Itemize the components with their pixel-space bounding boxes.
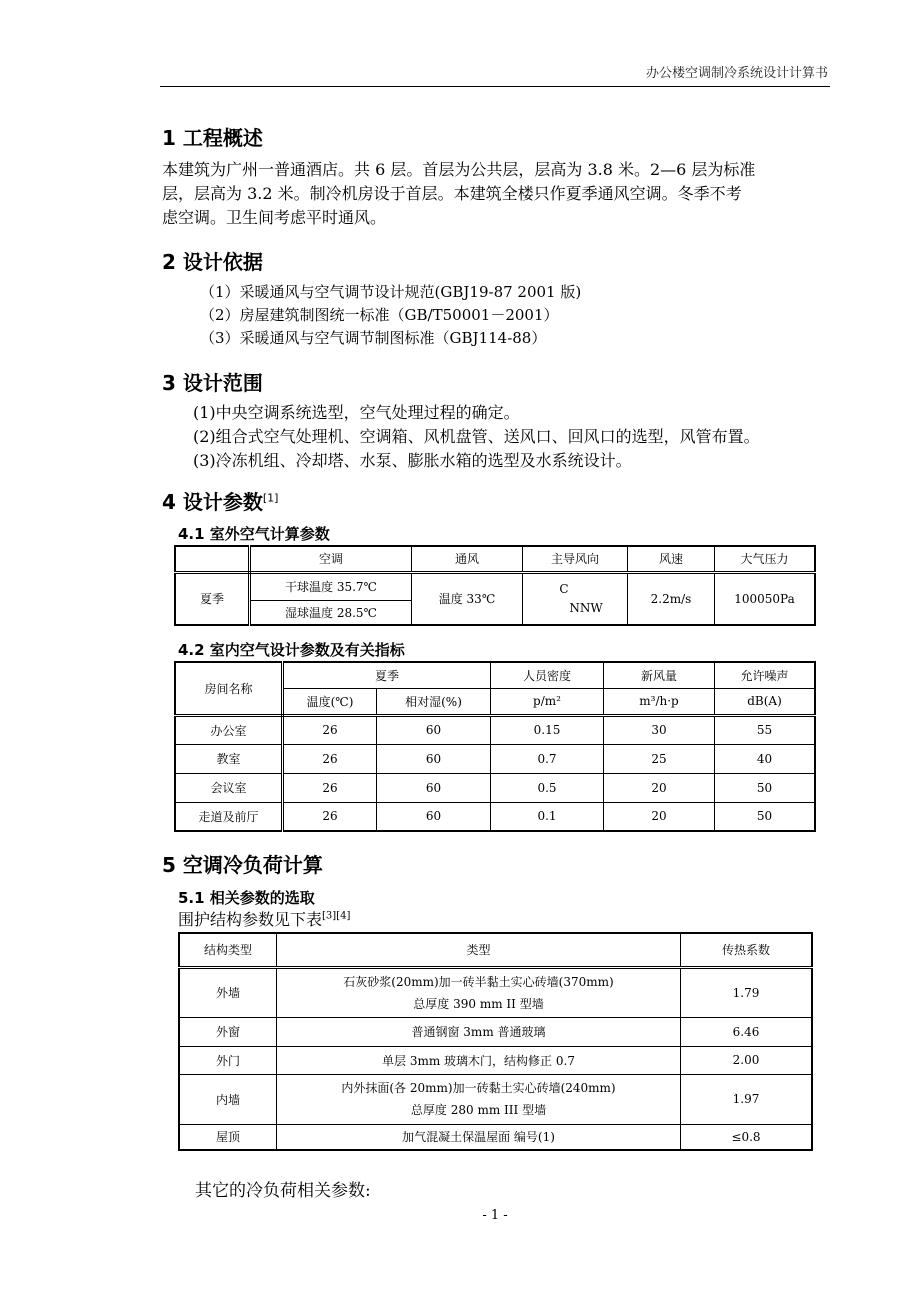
section-3-list — [193, 401, 760, 473]
other-params-line: 其它的冷负荷相关参数: — [195, 1181, 371, 1201]
kind-cell: 外窗 — [179, 1017, 277, 1046]
k-cell: 1.79 — [681, 967, 813, 1017]
list-item: （3）采暖通风与空气调节制图标准（GBJ114-88） — [200, 329, 547, 347]
wind-direction-secondary: NNW — [569, 600, 603, 615]
outdoor-params-table — [174, 545, 816, 626]
column-header: 空调 — [250, 546, 412, 572]
temp-cell: 26 — [283, 744, 377, 773]
kind-cell: 外门 — [179, 1046, 277, 1074]
table-row — [179, 1017, 812, 1046]
fresh-cell: 20 — [604, 773, 715, 802]
unit-cell: dB(A) — [715, 688, 816, 715]
density-cell: 0.1 — [491, 802, 604, 831]
running-header: 办公楼空调制冷系统设计计算书 — [645, 66, 828, 81]
section-5-1-title: 5.1 相关参数的选取 — [178, 889, 315, 907]
envelope-table — [178, 932, 813, 1151]
section-4-title — [162, 486, 278, 515]
table-row — [179, 1124, 812, 1150]
room-cell: 会议室 — [175, 773, 283, 802]
desc-line: 石灰砂浆(20mm)加一砖半黏土实心砖墙(370mm) — [343, 974, 614, 989]
column-header: 人员密度 — [491, 662, 604, 688]
temp-cell: 26 — [283, 715, 377, 744]
body-line: 本建筑为广州一普通酒店。共 6 层。首层为公共层，层高为 3.8 米。2—6 层为标准 — [162, 160, 756, 179]
section-4-title-text: 4 设计参数 — [162, 490, 263, 514]
temp-cell: 26 — [283, 802, 377, 831]
section-4-2-title: 4.2 室内空气设计参数及有关指标 — [178, 641, 405, 659]
column-header: 类型 — [277, 933, 681, 967]
k-cell: ≤0.8 — [681, 1124, 813, 1150]
k-cell: 1.97 — [681, 1074, 813, 1124]
unit-cell: m³/h·p — [604, 688, 715, 715]
page-number: - 1 - — [482, 1208, 508, 1223]
density-cell: 0.5 — [491, 773, 604, 802]
wet-bulb-cell: 湿球温度 28.5℃ — [250, 600, 412, 625]
section-1-title: 1 工程概述 — [162, 126, 263, 150]
rh-cell: 60 — [377, 802, 491, 831]
desc-line: 内外抹面(各 20mm)加一砖黏土实心砖墙(240mm) — [341, 1081, 616, 1095]
wind-speed-cell: 2.2m/s — [628, 572, 715, 625]
room-cell: 教室 — [175, 744, 283, 773]
room-cell: 办公室 — [175, 715, 283, 744]
desc-line: 总厚度 280 mm III 型墙 — [410, 1103, 547, 1117]
section-2-list — [200, 281, 581, 350]
rh-cell: 60 — [377, 744, 491, 773]
table-row — [175, 744, 815, 773]
kind-cell: 外墙 — [179, 967, 277, 1017]
citation-ref: [1] — [262, 491, 279, 505]
section-4-1-title: 4.1 室外空气计算参数 — [178, 525, 330, 543]
list-item: （1）采暖通风与空气调节设计规范(GBJ19-87 2001 版) — [200, 283, 582, 301]
wind-direction-primary: C — [559, 581, 569, 596]
table-row — [179, 967, 812, 1017]
vent-temp-cell: 温度 33℃ — [412, 572, 523, 625]
section-2-title: 2 设计依据 — [162, 250, 263, 274]
k-cell: 6.46 — [681, 1017, 813, 1046]
indoor-params-table — [174, 661, 816, 832]
column-header: 夏季 — [283, 662, 491, 688]
desc-cell: 普通钢窗 3mm 普通玻璃 — [277, 1017, 681, 1046]
header-rule — [160, 86, 830, 87]
room-cell: 走道及前厅 — [175, 802, 283, 831]
column-header: 温度(℃) — [283, 688, 377, 715]
column-header: 大气压力 — [715, 546, 816, 572]
column-header: 通风 — [412, 546, 523, 572]
fresh-cell: 20 — [604, 802, 715, 831]
noise-cell: 50 — [715, 802, 816, 831]
temp-cell: 26 — [283, 773, 377, 802]
column-header: 风速 — [628, 546, 715, 572]
body-line: 虑空调。卫生间考虑平时通风。 — [162, 208, 387, 227]
table-row — [175, 773, 815, 802]
column-header: 传热系数 — [681, 933, 813, 967]
desc-cell — [277, 967, 681, 1017]
noise-cell: 40 — [715, 744, 816, 773]
rh-cell: 60 — [377, 773, 491, 802]
rh-cell: 60 — [377, 715, 491, 744]
desc-line: 总厚度 390 mm II 型墙 — [413, 996, 544, 1011]
column-header: 房间名称 — [175, 662, 283, 715]
section-1-body — [162, 158, 830, 230]
dry-bulb-cell: 干球温度 35.7℃ — [250, 572, 412, 600]
citation-ref: [3][4] — [322, 910, 351, 922]
pressure-cell: 100050Pa — [715, 572, 816, 625]
unit-cell: p/m² — [491, 688, 604, 715]
table-row — [179, 1074, 812, 1124]
desc-cell: 单层 3mm 玻璃木门，结构修正 0.7 — [277, 1046, 681, 1074]
column-header: 相对湿(%) — [377, 688, 491, 715]
envelope-intro-text: 围护结构参数见下表 — [178, 910, 323, 929]
k-cell: 2.00 — [681, 1046, 813, 1074]
kind-cell: 内墙 — [179, 1074, 277, 1124]
noise-cell: 50 — [715, 773, 816, 802]
column-header: 主导风向 — [523, 546, 628, 572]
section-3-title: 3 设计范围 — [162, 371, 263, 395]
list-item: （2）房屋建筑制图统一标准（GB/T50001－2001） — [200, 306, 559, 324]
envelope-intro — [178, 907, 350, 930]
column-header: 结构类型 — [179, 933, 277, 967]
noise-cell: 55 — [715, 715, 816, 744]
table-row — [175, 802, 815, 831]
density-cell: 0.7 — [491, 744, 604, 773]
column-header: 新风量 — [604, 662, 715, 688]
column-header: 允许噪声 — [715, 662, 816, 688]
corner-cell — [175, 546, 250, 572]
density-cell: 0.15 — [491, 715, 604, 744]
list-item: (3)冷冻机组、冷却塔、水泵、膨胀水箱的选型及水系统设计。 — [193, 451, 632, 470]
wind-direction-cell — [523, 572, 628, 625]
kind-cell: 屋顶 — [179, 1124, 277, 1150]
list-item: (2)组合式空气处理机、空调箱、风机盘管、送风口、回风口的选型，风管布置。 — [193, 427, 760, 446]
list-item: (1)中央空调系统选型，空气处理过程的确定。 — [193, 403, 520, 422]
season-cell: 夏季 — [175, 572, 250, 625]
fresh-cell: 25 — [604, 744, 715, 773]
desc-cell: 加气混凝土保温屋面 编号(1) — [277, 1124, 681, 1150]
body-line: 层，层高为 3.2 米。制冷机房设于首层。本建筑全楼只作夏季通风空调。冬季不考 — [162, 184, 742, 203]
table-row — [179, 1046, 812, 1074]
table-row — [175, 715, 815, 744]
fresh-cell: 30 — [604, 715, 715, 744]
section-5-title: 5 空调冷负荷计算 — [162, 853, 323, 877]
desc-cell — [277, 1074, 681, 1124]
